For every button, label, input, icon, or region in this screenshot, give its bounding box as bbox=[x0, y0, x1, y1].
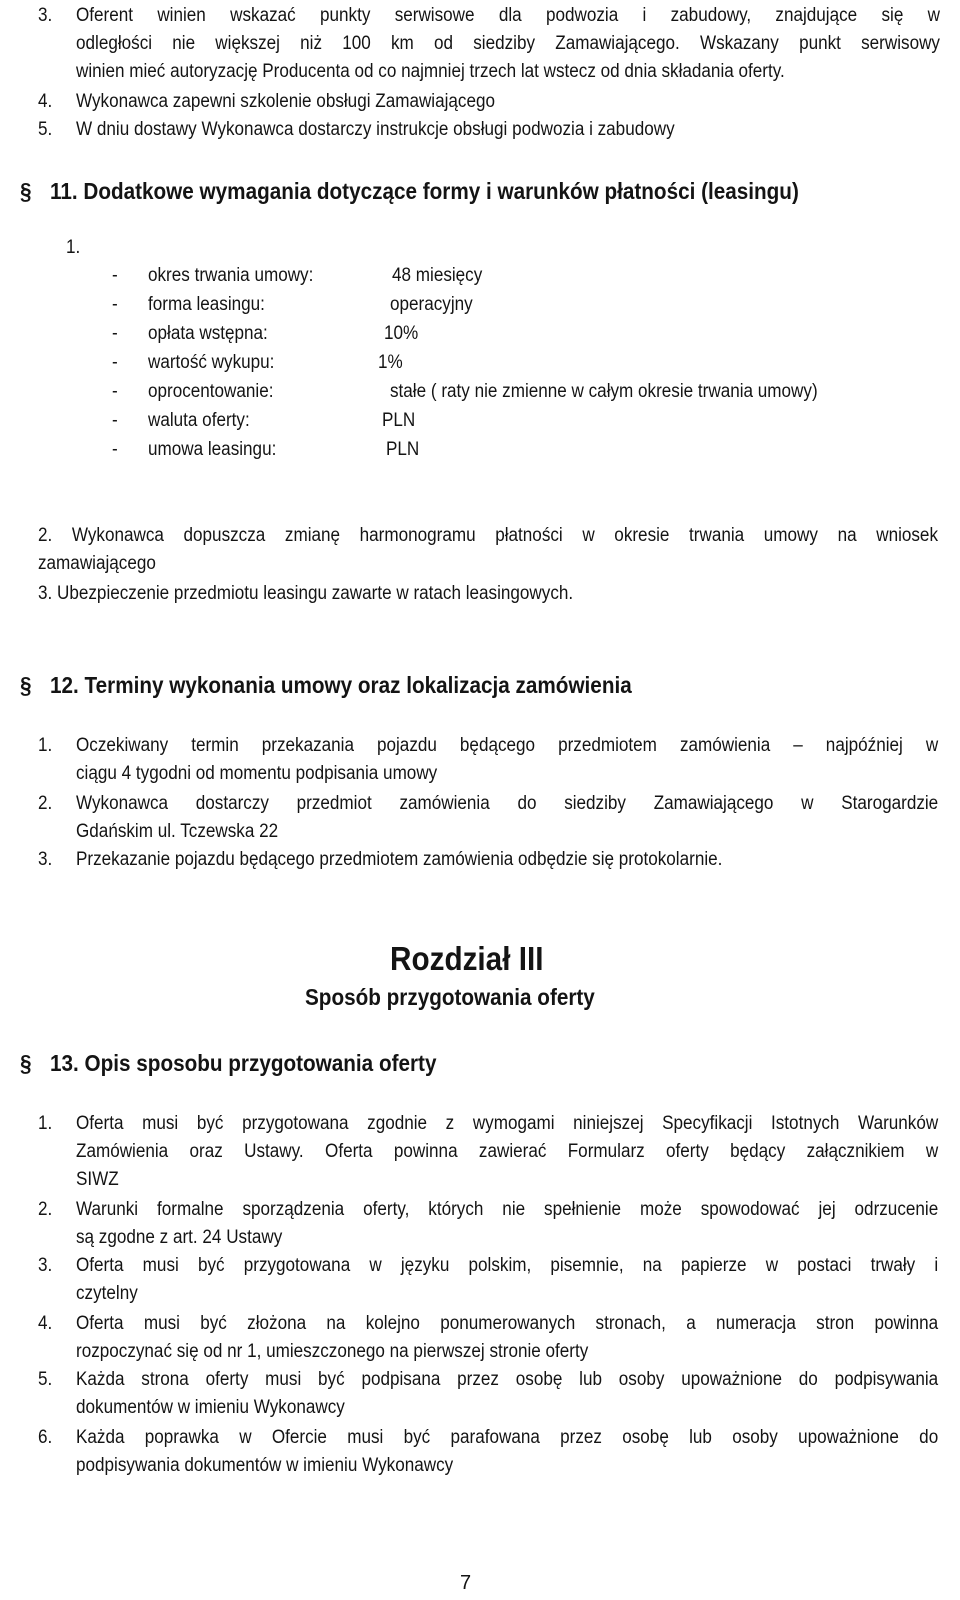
item-number: 3. bbox=[38, 849, 53, 870]
term-dash: - bbox=[112, 352, 118, 373]
paragraph-line: 2. Wykonawca dopuszcza zmianę harmonogramu płatności w okresie trwania umowy na wniosek bbox=[38, 525, 938, 546]
term-label: wartość wykupu: bbox=[148, 352, 275, 373]
term-dash: - bbox=[112, 265, 118, 286]
paragraph-line: Każda poprawka w Ofercie musi być parafowana przez osobę lub osoby upoważnione do bbox=[76, 1427, 939, 1448]
item-number: 1. bbox=[38, 735, 53, 756]
term-label: umowa leasingu: bbox=[148, 439, 277, 460]
paragraph-line: Każda strona oferty musi być podpisana przez osobę lub osoby upoważnione do podpisywania bbox=[76, 1369, 939, 1390]
paragraph-line: odległości nie większej niż 100 km od siedziby Zamawiającego. Wskazany punkt serwisowy bbox=[76, 33, 940, 54]
paragraph-line: Przekazanie pojazdu będącego przedmiotem zamówienia odbędzie się protokolarnie. bbox=[76, 849, 723, 870]
section-heading: 11. Dodatkowe wymagania dotyczące formy i warunków płatności (leasingu) bbox=[50, 178, 799, 204]
term-value: 48 miesięcy bbox=[392, 265, 483, 286]
paragraph-line: Oferta musi być złożona na kolejno ponumerowanych stronach, a numeracja stron powinna bbox=[76, 1313, 939, 1334]
paragraph-line: Oferta musi być przygotowana w języku polskim, pisemnie, na papierze w postaci trwały i bbox=[76, 1255, 939, 1276]
paragraph-line: Warunki formalne sporządzenia oferty, których nie spełnienie może spowodować jej odrzucenie bbox=[76, 1199, 939, 1220]
section-mark: § bbox=[20, 672, 32, 698]
term-value: operacyjny bbox=[390, 294, 473, 315]
paragraph-line: Gdańskim ul. Tczewska 22 bbox=[76, 821, 279, 842]
term-value: 1% bbox=[378, 352, 403, 373]
chapter-title: Rozdział III bbox=[390, 940, 544, 977]
term-dash: - bbox=[112, 294, 118, 315]
paragraph-line: podpisywania dokumentów w imieniu Wykonawcy bbox=[76, 1455, 454, 1476]
term-label: oprocentowanie: bbox=[148, 381, 274, 402]
item-number: 5. bbox=[38, 119, 53, 140]
term-value: PLN bbox=[386, 439, 420, 460]
chapter-subtitle: Sposób przygotowania oferty bbox=[305, 984, 595, 1010]
item-number: 1. bbox=[38, 1113, 53, 1134]
item-number: 2. bbox=[38, 1199, 53, 1220]
page-number: 7 bbox=[460, 1572, 472, 1594]
term-label: waluta oferty: bbox=[148, 410, 250, 431]
paragraph-line: Oferent winien wskazać punkty serwisowe dla podwozia i zabudowy, znajdujące się w bbox=[76, 5, 940, 26]
section-mark: § bbox=[20, 178, 32, 204]
paragraph-line: Wykonawca dostarczy przedmiot zamówienia do siedziby Zamawiającego w Starogardzie bbox=[76, 793, 939, 814]
paragraph-line: ciągu 4 tygodni od momentu podpisania umowy bbox=[76, 763, 438, 784]
paragraph-line: są zgodne z art. 24 Ustawy bbox=[76, 1227, 283, 1248]
term-dash: - bbox=[112, 439, 118, 460]
item-number: 4. bbox=[38, 1313, 53, 1334]
section-heading: 13. Opis sposobu przygotowania oferty bbox=[50, 1050, 437, 1076]
paragraph-line: W dniu dostawy Wykonawca dostarczy instrukcje obsługi podwozia i zabudowy bbox=[76, 119, 675, 140]
item-number: 3. bbox=[38, 1255, 53, 1276]
item-number: 3. bbox=[38, 5, 53, 26]
paragraph-line: zamawiającego bbox=[38, 553, 156, 574]
term-dash: - bbox=[112, 410, 118, 431]
item-number: 2. bbox=[38, 793, 53, 814]
term-value: PLN bbox=[382, 410, 416, 431]
paragraph-line: Zamówienia oraz Ustawy. Oferta powinna zawierać Formularz oferty będący załącznikiem w bbox=[76, 1141, 939, 1162]
item-number: 5. bbox=[38, 1369, 53, 1390]
item-number: 4. bbox=[38, 91, 53, 112]
item-number: 6. bbox=[38, 1427, 53, 1448]
paragraph-line: Oczekiwany termin przekazania pojazdu będącego przedmiotem zamówienia – najpóźniej w bbox=[76, 735, 939, 756]
section-heading: 12. Terminy wykonania umowy oraz lokalizacja zamówienia bbox=[50, 672, 632, 698]
paragraph-line: dokumentów w imieniu Wykonawcy bbox=[76, 1397, 345, 1418]
paragraph-line: rozpoczynać się od nr 1, umieszczonego na pierwszej stronie oferty bbox=[76, 1341, 589, 1362]
paragraph-line: SIWZ bbox=[76, 1169, 119, 1190]
paragraph-line: Wykonawca zapewni szkolenie obsługi Zamawiającego bbox=[76, 91, 496, 112]
item-number: 1. bbox=[66, 237, 81, 258]
term-value: 10% bbox=[384, 323, 419, 344]
paragraph-line: czytelny bbox=[76, 1283, 138, 1304]
term-label: opłata wstępna: bbox=[148, 323, 268, 344]
term-label: forma leasingu: bbox=[148, 294, 265, 315]
paragraph-line: 3. Ubezpieczenie przedmiotu leasingu zawarte w ratach leasingowych. bbox=[38, 583, 574, 604]
term-label: okres trwania umowy: bbox=[148, 265, 314, 286]
paragraph-line: Oferta musi być przygotowana zgodnie z wymogami niniejszej Specyfikacji Istotnych Warunków bbox=[76, 1113, 939, 1134]
term-dash: - bbox=[112, 381, 118, 402]
term-value: stałe ( raty nie zmienne w całym okresie trwania umowy) bbox=[390, 381, 818, 402]
paragraph-line: winien mieć autoryzację Producenta od co najmniej trzech lat wstecz od dnia składania oferty. bbox=[76, 61, 785, 82]
term-dash: - bbox=[112, 323, 118, 344]
section-mark: § bbox=[20, 1050, 32, 1076]
